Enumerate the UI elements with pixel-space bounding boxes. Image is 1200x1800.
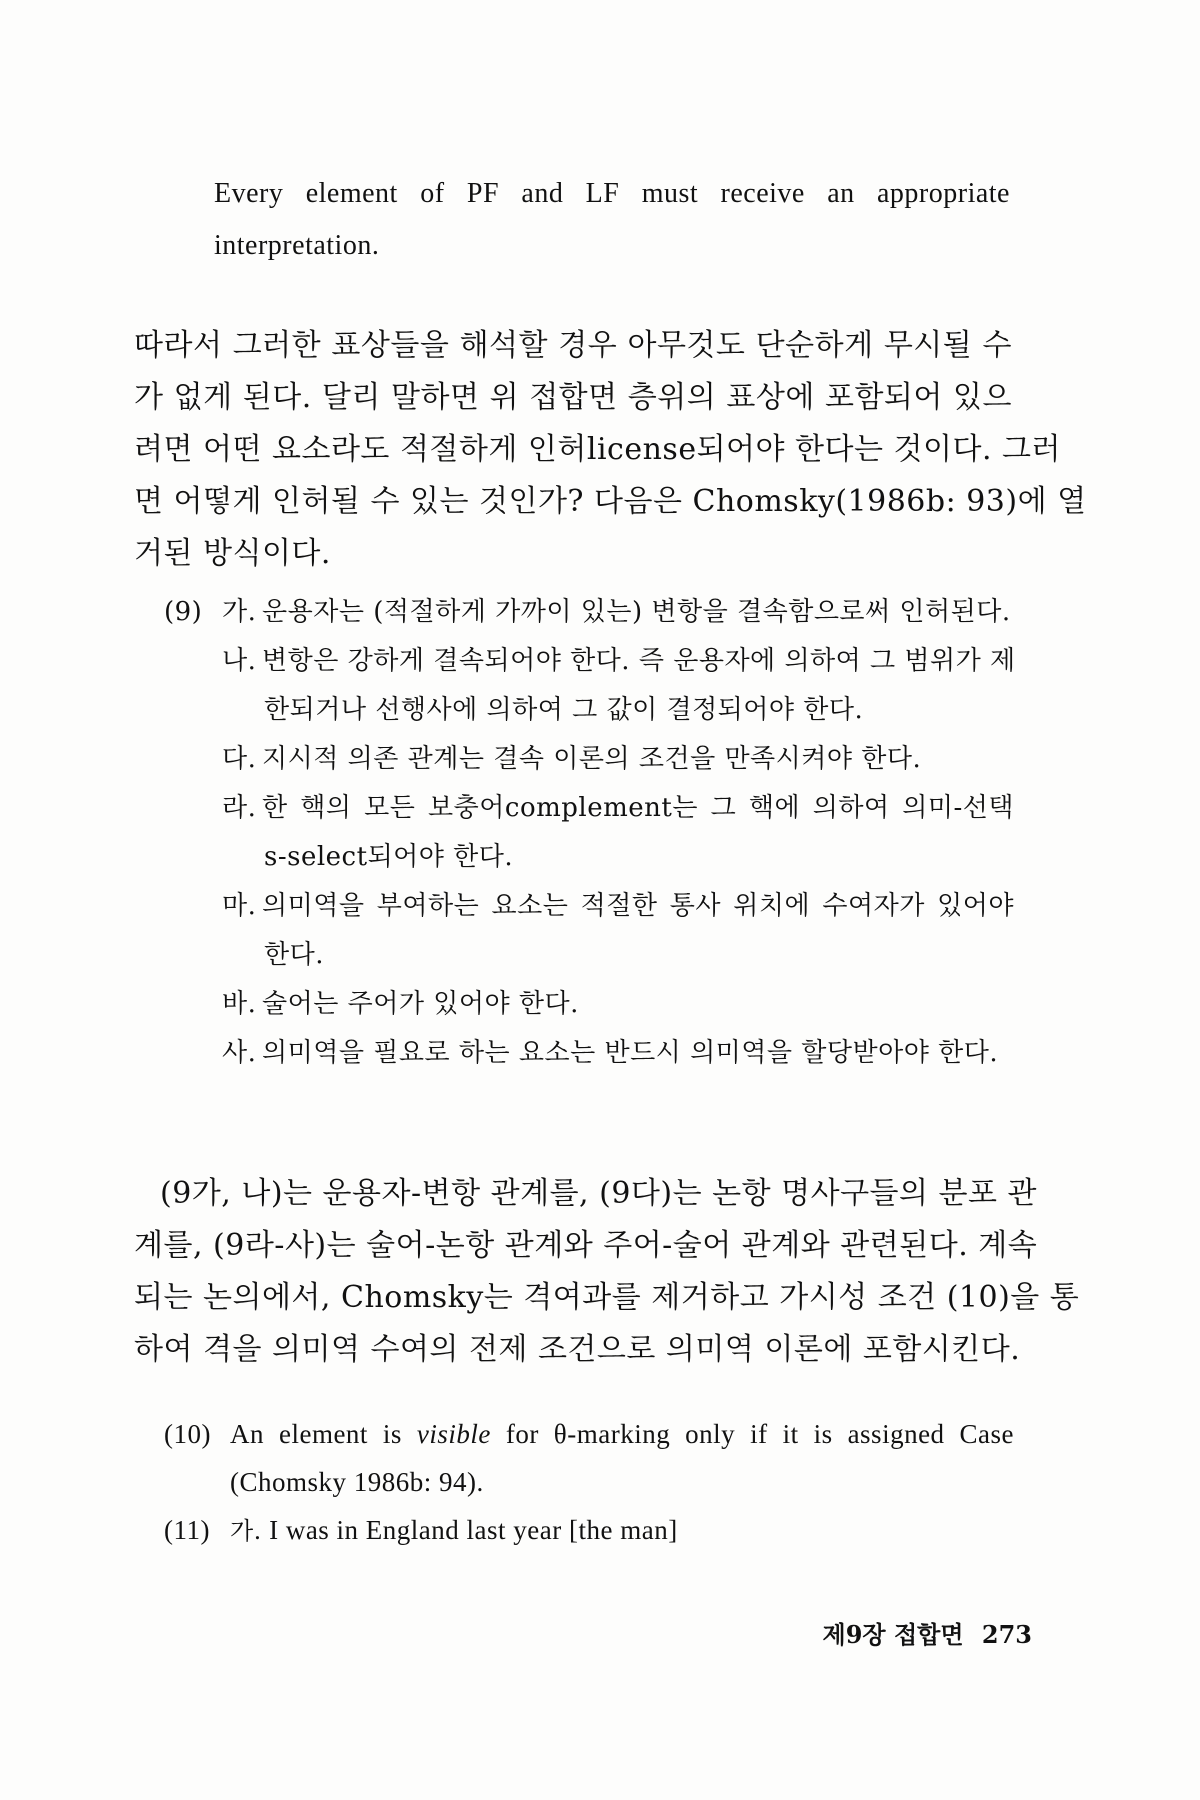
- item-label: 바.: [222, 989, 257, 1019]
- paragraph: [134, 320, 1087, 580]
- paragraph-line: 하여 격을 의미역 수여의 전제 조건으로 의미역 이론에 포함시킨다.: [134, 1332, 1021, 1367]
- paragraph-line: 되는 논의에서, Chomsky는 격여과를 제거하고 가시성 조건 (10)을 통: [134, 1280, 1080, 1315]
- item-continuation: 한되거나 선행사에 의하여 그 값이 결정되어야 한다.: [264, 695, 864, 725]
- example-number: (9): [164, 597, 203, 627]
- paragraph-line: 거된 방식이다.: [134, 536, 331, 571]
- example-list-9: [164, 588, 1014, 1078]
- list-item: [164, 980, 1014, 1029]
- example-text: for θ-marking only if it is assigned Case: [490, 1419, 1015, 1449]
- list-item: [164, 637, 1014, 686]
- paragraph-line: 따라서 그러한 표상들을 해석할 경우 아무것도 단순하게 무시될 수: [134, 328, 1012, 363]
- paragraph-line: 려면 어떤 요소라도 적절하게 인허license되어야 한다는 것이다. 그러: [134, 432, 1062, 467]
- item-text: 운용자는 (적절하게 가까이 있는) 변항을 결속함으로써 인허된다.: [262, 597, 1011, 627]
- page-number: 273: [981, 1620, 1032, 1649]
- italic-term: visible: [416, 1419, 491, 1449]
- list-item: [164, 1029, 1014, 1078]
- list-item: [164, 882, 1014, 931]
- list-item: [164, 588, 1014, 637]
- quote-line: interpretation.: [214, 230, 380, 261]
- item-label: 나.: [222, 646, 257, 676]
- page-footer: [823, 1615, 1032, 1650]
- item-label: 마.: [222, 891, 257, 921]
- item-text: 의미역을 부여하는 요소는 적절한 통사 위치에 수여자가 있어야: [262, 891, 1014, 921]
- example-number: (11): [164, 1515, 210, 1545]
- paragraph-line: 가 없게 된다. 달리 말하면 위 접합면 층위의 표상에 포함되어 있으: [134, 380, 1012, 415]
- list-item: [164, 784, 1014, 833]
- item-text: 변항은 강하게 결속되어야 한다. 즉 운용자에 의하여 그 범위가 제: [262, 646, 1016, 676]
- item-label: 다.: [222, 744, 257, 774]
- quote-line: Every element of PF and LF must receive an appropriate: [214, 178, 1010, 209]
- chapter-title: 제9장 접합면: [822, 1620, 964, 1649]
- paragraph: [134, 1168, 1080, 1376]
- item-text: 한 핵의 모든 보충어complement는 그 핵에 의하여 의미-선택: [262, 793, 1014, 823]
- quote-block: [214, 168, 1010, 272]
- paragraph-line: 계를, (9라-사)는 술어-논항 관계와 주어-술어 관계와 관련된다. 계속: [134, 1228, 1038, 1263]
- item-text: 술어는 주어가 있어야 한다.: [262, 989, 579, 1019]
- item-label: 사.: [222, 1038, 257, 1068]
- example-block-10-11: [164, 1410, 1014, 1555]
- example-10: [164, 1410, 1014, 1458]
- example-continuation: (Chomsky 1986b: 94).: [230, 1467, 484, 1497]
- example-11: [164, 1506, 1014, 1555]
- list-item: [164, 735, 1014, 784]
- example-text: I was in England last year [the man]: [269, 1515, 678, 1545]
- item-label: 가.: [230, 1517, 262, 1545]
- item-label: 라.: [222, 793, 257, 823]
- paragraph-line: 면 어떻게 인허될 수 있는 것인가? 다음은 Chomsky(1986b: 93)에 열: [134, 484, 1087, 519]
- item-continuation: s-select되어야 한다.: [264, 842, 514, 872]
- paragraph-line: (9가, 나)는 운용자-변항 관계를, (9다)는 논항 명사구들의 분포 관: [160, 1176, 1038, 1211]
- example-text: An element is: [230, 1419, 417, 1449]
- item-continuation: 한다.: [264, 940, 324, 970]
- item-label: 가.: [222, 597, 257, 627]
- item-text: 지시적 의존 관계는 결속 이론의 조건을 만족시켜야 한다.: [262, 744, 922, 774]
- item-text: 의미역을 필요로 하는 요소는 반드시 의미역을 할당받아야 한다.: [262, 1038, 999, 1068]
- example-number: (10): [164, 1419, 211, 1449]
